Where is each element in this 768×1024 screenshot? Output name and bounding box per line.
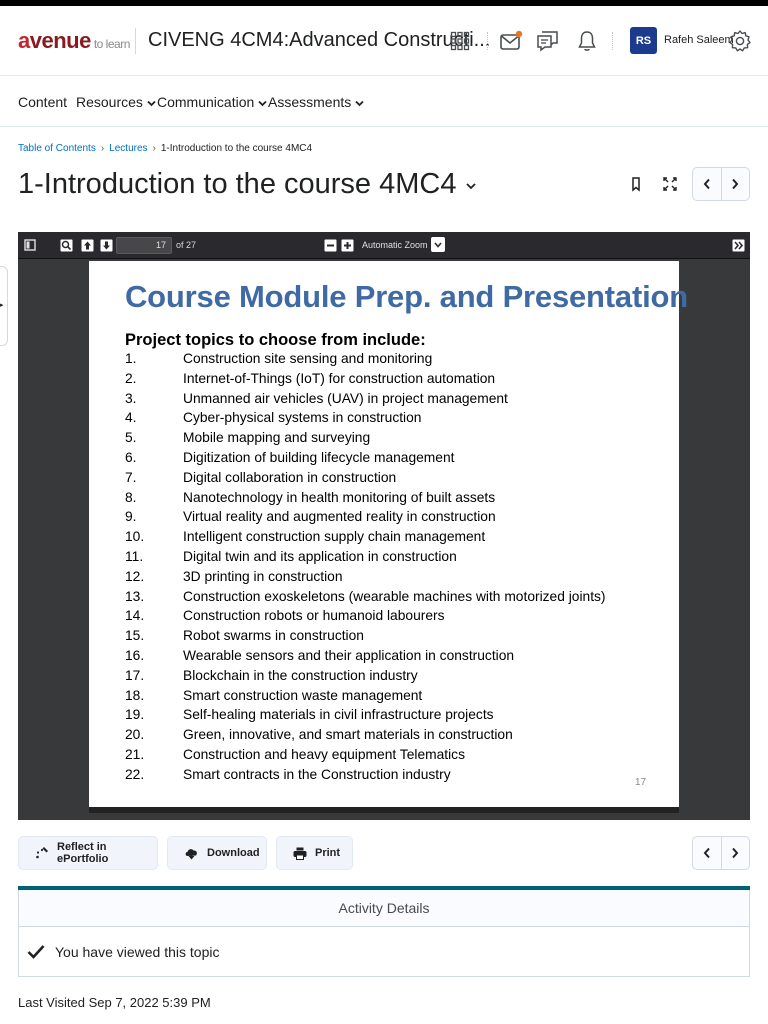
cloud-download-icon <box>184 847 199 860</box>
printer-icon <box>293 847 307 860</box>
topic-text: Digitization of building lifecycle management <box>183 449 455 465</box>
reflect-in-eportfolio-button[interactable]: Reflect in ePortfolio <box>18 836 158 870</box>
topic-text: Construction and heavy equipment Telematics <box>183 746 465 762</box>
list-item <box>125 549 665 569</box>
list-item <box>125 529 665 549</box>
topic-text: Digital collaboration in construction <box>183 469 397 485</box>
fullscreen-icon[interactable] <box>658 172 682 196</box>
site-header <box>0 6 768 76</box>
topic-pager-top <box>692 167 750 201</box>
previous-page-icon[interactable] <box>80 238 94 252</box>
topic-pager-bottom <box>692 836 750 870</box>
nav-item-assessments[interactable]: Assessments <box>268 94 364 110</box>
pdf-page <box>89 261 688 807</box>
topic-text: Smart contracts in the Construction industry <box>183 766 451 782</box>
activity-details-heading: Activity Details <box>18 890 750 927</box>
waffle-grid-icon[interactable] <box>447 28 473 54</box>
topic-number: 22. <box>125 766 145 782</box>
gear-icon[interactable] <box>727 28 753 54</box>
list-item <box>125 727 665 747</box>
list-item <box>125 648 665 668</box>
list-item <box>125 707 665 727</box>
breadcrumb-separator-icon: › <box>152 143 156 154</box>
sidebar-toggle-icon[interactable] <box>23 238 37 252</box>
topic-number: 2. <box>125 370 137 386</box>
chevron-right-icon <box>731 847 739 859</box>
side-panel-toggle[interactable] <box>0 266 8 346</box>
topic-number: 7. <box>125 469 137 485</box>
topic-text: Construction robots or humanoid labourers <box>183 608 445 624</box>
list-item <box>125 767 665 787</box>
topic-number: 3. <box>125 390 137 406</box>
list-item <box>125 688 665 708</box>
last-visited: Last Visited Sep 7, 2022 5:39 PM <box>18 995 211 1010</box>
topic-text: Smart construction waste management <box>183 687 423 703</box>
avenue-logo[interactable]: avenue to learn <box>18 28 130 53</box>
topic-number: 16. <box>125 647 145 663</box>
chevron-down-icon <box>147 99 156 110</box>
topic-number: 9. <box>125 509 137 525</box>
list-item <box>125 351 665 371</box>
header-separator <box>612 32 613 50</box>
topic-number: 12. <box>125 568 145 584</box>
mail-icon[interactable] <box>498 28 524 54</box>
topic-text: Green, innovative, and smart materials in construction <box>183 727 513 743</box>
nav-item-content[interactable]: Content <box>18 94 68 110</box>
list-item <box>125 589 665 609</box>
breadcrumb-lectures[interactable]: Lectures <box>109 143 148 154</box>
download-button[interactable]: Download <box>167 836 267 870</box>
bell-icon[interactable] <box>574 28 600 54</box>
zoom-dropdown-icon[interactable] <box>431 237 445 252</box>
topic-number: 1. <box>125 351 137 366</box>
list-item <box>125 608 665 628</box>
list-item <box>125 391 665 411</box>
viewed-status: You have viewed this topic <box>55 943 220 960</box>
list-item <box>125 470 665 490</box>
list-item <box>125 430 665 450</box>
list-item <box>125 371 665 391</box>
chevron-down-icon <box>355 99 364 110</box>
topic-number: 18. <box>125 687 145 703</box>
tools-menu-icon[interactable] <box>731 238 745 252</box>
pdf-toolbar <box>18 232 750 259</box>
topic-number: 21. <box>125 746 145 762</box>
topic-number: 19. <box>125 707 145 723</box>
nav-item-resources[interactable]: Resources <box>76 94 156 110</box>
topic-text: Internet-of-Things (IoT) for construction automation <box>183 370 496 386</box>
chat-icon[interactable] <box>535 28 561 54</box>
course-navbar <box>0 77 768 127</box>
topic-text: Blockchain in the construction industry <box>183 667 418 683</box>
find-icon[interactable] <box>59 238 73 252</box>
page-count: of 27 <box>176 240 197 250</box>
activity-details-body <box>18 927 750 977</box>
topic-number: 11. <box>125 548 144 564</box>
breadcrumb-separator-icon: › <box>100 143 105 154</box>
previous-topic-button[interactable] <box>693 168 721 200</box>
page-shadow <box>89 807 679 813</box>
zoom-in-icon[interactable] <box>340 238 354 252</box>
topic-number: 10. <box>125 529 145 545</box>
header-divider <box>135 28 136 54</box>
breadcrumb <box>18 143 312 154</box>
list-item <box>125 569 665 589</box>
topic-text: Self-healing materials in civil infrastructure projects <box>183 707 494 723</box>
slide-title: Course Module Prep. and Presentation <box>125 279 688 314</box>
topic-number: 17. <box>125 667 145 683</box>
chevron-down-icon <box>258 99 267 110</box>
slide-page-number: 17 <box>635 777 647 788</box>
topic-text: Mobile mapping and surveying <box>183 430 371 446</box>
zoom-out-icon[interactable] <box>323 238 337 252</box>
topic-text: Robot swarms in construction <box>183 628 364 644</box>
chevron-down-icon[interactable] <box>466 177 476 193</box>
topic-number: 20. <box>125 727 145 743</box>
chevron-right-icon <box>731 178 739 190</box>
list-item <box>125 410 665 430</box>
checkmark-icon <box>27 944 45 959</box>
chevron-right-icon: ▸ <box>0 302 4 309</box>
topic-text: Unmanned air vehicles (UAV) in project management <box>183 390 508 406</box>
next-topic-button[interactable] <box>721 837 749 869</box>
topic-text: Digital twin and its application in construction <box>183 548 457 564</box>
topic-list <box>125 351 665 787</box>
page-number-input[interactable]: 17 <box>116 237 172 254</box>
list-item <box>125 668 665 688</box>
chevron-left-icon <box>703 178 711 190</box>
topic-number: 13. <box>125 588 145 604</box>
bookmark-icon[interactable] <box>624 172 648 196</box>
breadcrumb-table-of-contents[interactable]: Table of Contents <box>18 143 96 154</box>
header-separator <box>487 32 488 50</box>
topic-text: Intelligent construction supply chain management <box>183 529 486 545</box>
list-item <box>125 450 665 470</box>
topic-number: 5. <box>125 430 137 446</box>
topic-text: Construction site sensing and monitoring <box>183 351 433 366</box>
list-item <box>125 628 665 648</box>
course-title-link[interactable]: CIVENG 4CM4:Advanced Constructi... <box>148 29 491 51</box>
list-item <box>125 490 665 510</box>
topic-number: 14. <box>125 608 145 624</box>
pdf-viewer <box>18 232 750 820</box>
topic-text: Virtual reality and augmented reality in construction <box>183 509 496 525</box>
breadcrumb-current: 1-Introduction to the course 4MC4 <box>160 143 313 154</box>
topic-number: 4. <box>125 410 137 426</box>
page-title[interactable]: 1-Introduction to the course 4MC4 <box>18 168 476 201</box>
nav-item-communication[interactable]: Communication <box>157 94 267 110</box>
list-item <box>125 747 665 767</box>
topic-number: 8. <box>125 489 137 505</box>
list-item <box>125 509 665 529</box>
zoom-select[interactable]: Automatic Zoom <box>362 240 428 250</box>
topic-number: 15. <box>125 628 145 644</box>
eportfolio-icon <box>35 846 49 860</box>
topic-number: 6. <box>125 449 137 465</box>
topic-text: Wearable sensors and their application in construction <box>183 647 515 663</box>
slide-subtitle: Project topics to choose from include: <box>125 331 426 349</box>
next-page-icon[interactable] <box>99 238 113 252</box>
previous-topic-button[interactable] <box>693 837 721 869</box>
user-name[interactable]: Rafeh Saleem <box>664 34 734 46</box>
topic-text: Cyber-physical systems in construction <box>183 410 422 426</box>
topic-text: Nanotechnology in health monitoring of built assets <box>183 489 496 505</box>
topic-text: Construction exoskeletons (wearable machines with motorized joints) <box>183 588 606 604</box>
next-topic-button[interactable] <box>721 168 749 200</box>
chevron-left-icon <box>703 847 711 859</box>
user-avatar[interactable]: RS <box>630 27 657 54</box>
topic-text: 3D printing in construction <box>183 568 343 584</box>
print-button[interactable]: Print <box>276 836 353 870</box>
